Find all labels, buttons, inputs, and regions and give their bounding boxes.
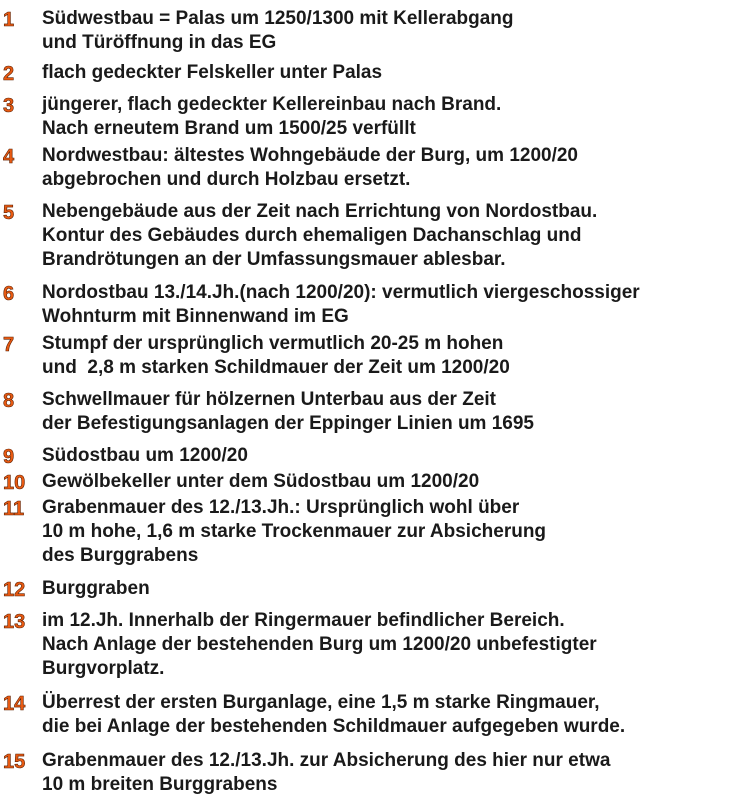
entry-number: 11 bbox=[3, 498, 25, 520]
entry-number: 7 bbox=[3, 334, 15, 356]
entry-line: die bei Anlage der bestehenden Schildmauer aufgegeben wurde. bbox=[42, 716, 626, 737]
entry-line: Schwellmauer für hölzernen Unterbau aus der Zeit bbox=[42, 389, 496, 410]
entry-text bbox=[42, 388, 746, 436]
entry-number: 3 bbox=[3, 95, 15, 117]
entry-line: abgebrochen und durch Holzbau ersetzt. bbox=[42, 169, 411, 190]
entry-line: Nebengebäude aus der Zeit nach Errichtung von Nordostbau. bbox=[42, 201, 598, 222]
entry-number: 5 bbox=[3, 202, 15, 224]
entry-text bbox=[42, 577, 746, 601]
entry-line: Burggraben bbox=[42, 578, 150, 599]
entry-line: Grabenmauer des 12./13.Jh. zur Absicherung des hier nur etwa bbox=[42, 750, 611, 771]
entry-line: Nach erneutem Brand um 1500/25 verfüllt bbox=[42, 118, 416, 139]
entry-line: und Türöffnung in das EG bbox=[42, 32, 277, 53]
entry-line: Südostbau um 1200/20 bbox=[42, 445, 248, 466]
entry-line: 10 m breiten Burggrabens bbox=[42, 774, 278, 795]
entry-text bbox=[42, 470, 746, 494]
entry-number: 1 bbox=[3, 9, 15, 31]
entry-line: der Befestigungsanlagen der Eppinger Linien um 1695 bbox=[42, 413, 534, 434]
entry-line: Nach Anlage der bestehenden Burg um 1200/20 unbefestigter bbox=[42, 634, 597, 655]
entry-line: Gewölbekeller unter dem Südostbau um 1200/20 bbox=[42, 471, 480, 492]
entry-line: Stumpf der ursprünglich vermutlich 20-25 m hohen bbox=[42, 333, 504, 354]
entry-line: Nordwestbau: ältestes Wohngebäude der Burg, um 1200/20 bbox=[42, 145, 578, 166]
entry-text bbox=[42, 496, 746, 568]
entry-text bbox=[42, 332, 746, 380]
entry-line: Grabenmauer des 12./13.Jh.: Ursprünglich wohl über bbox=[42, 497, 520, 518]
entry-number: 12 bbox=[3, 579, 26, 601]
entry-line: jüngerer, flach gedeckter Kellereinbau nach Brand. bbox=[42, 94, 502, 115]
entry-number: 8 bbox=[3, 390, 15, 412]
entry-line: des Burggrabens bbox=[42, 545, 199, 566]
entry-number: 4 bbox=[3, 146, 15, 168]
entry-number: 6 bbox=[3, 283, 15, 305]
entry-number: 2 bbox=[3, 63, 15, 85]
entry-number: 9 bbox=[3, 446, 15, 468]
entry-line: Brandrötungen an der Umfassungsmauer ablesbar. bbox=[42, 249, 506, 270]
entry-number: 15 bbox=[3, 751, 26, 773]
entry-text bbox=[42, 749, 746, 797]
entry-text bbox=[42, 609, 746, 681]
entry-text bbox=[42, 93, 746, 141]
entry-line: Kontur des Gebäudes durch ehemaligen Dachanschlag und bbox=[42, 225, 582, 246]
entry-text bbox=[42, 61, 746, 85]
entry-text bbox=[42, 200, 746, 272]
entry-text bbox=[42, 7, 746, 55]
entry-number: 13 bbox=[3, 611, 26, 633]
entry-line: Südwestbau = Palas um 1250/1300 mit Kellerabgang bbox=[42, 8, 514, 29]
entry-line: Burgvorplatz. bbox=[42, 658, 165, 679]
entry-number: 14 bbox=[3, 693, 26, 715]
entry-text bbox=[42, 281, 746, 329]
entry-line: Wohnturm mit Binnenwand im EG bbox=[42, 306, 349, 327]
entry-line: und 2,8 m starken Schildmauer der Zeit um 1200/20 bbox=[42, 357, 510, 378]
entry-line: flach gedeckter Felskeller unter Palas bbox=[42, 62, 383, 83]
entry-line: Überrest der ersten Burganlage, eine 1,5 m starke Ringmauer, bbox=[42, 692, 600, 713]
entry-text bbox=[42, 691, 746, 739]
entry-line: im 12.Jh. Innerhalb der Ringermauer befindlicher Bereich. bbox=[42, 610, 565, 631]
entry-line: 10 m hohe, 1,6 m starke Trockenmauer zur Absicherung bbox=[42, 521, 547, 542]
entry-number: 10 bbox=[3, 472, 26, 494]
entry-text bbox=[42, 444, 746, 468]
entry-line: Nordostbau 13./14.Jh.(nach 1200/20): vermutlich viergeschossiger bbox=[42, 282, 640, 303]
entry-text bbox=[42, 144, 746, 192]
